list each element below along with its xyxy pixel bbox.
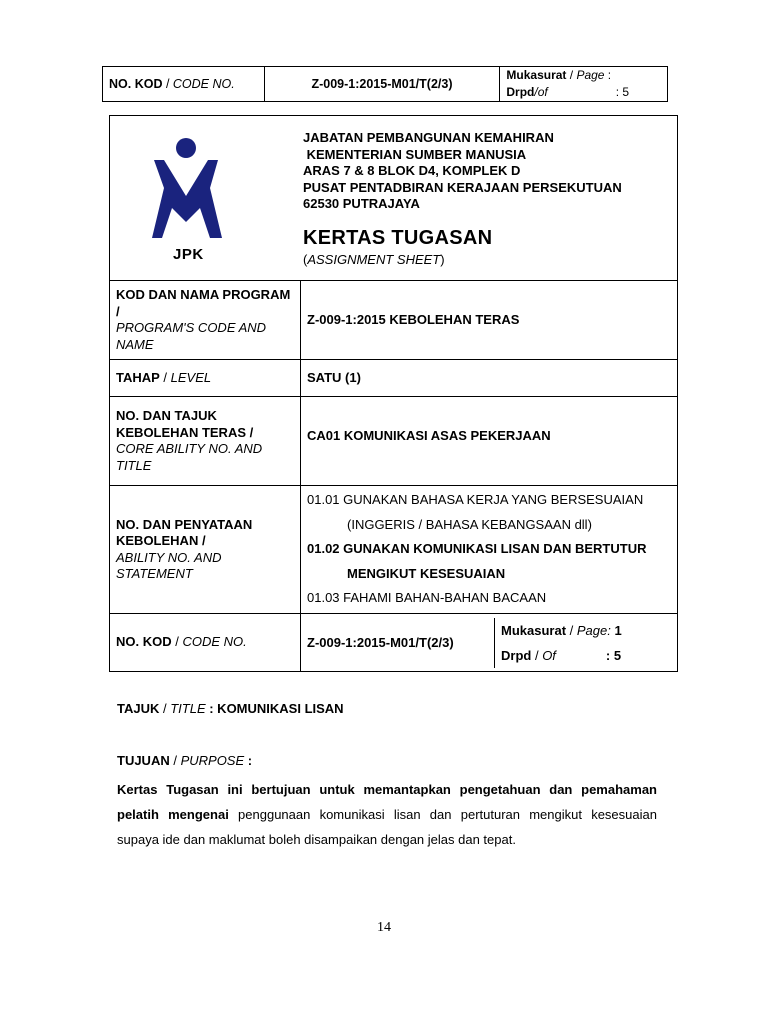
page-number: 14	[377, 920, 391, 935]
letterhead	[110, 116, 678, 281]
assignment-info-table	[109, 115, 678, 672]
purpose-heading: TUJUAN / PURPOSE :	[117, 753, 253, 768]
header-code-value: Z-009-1:2015-M01/T(2/3)	[264, 67, 500, 102]
level-label: TAHAP / LEVEL	[110, 360, 301, 397]
program-label: KOD DAN NAMA PROGRAM / PROGRAM'S CODE AND NAME	[110, 281, 301, 360]
core-ability-label: NO. DAN TAJUK KEBOLEHAN TERAS / CORE ABILITY NO. AND TITLE	[110, 397, 301, 486]
ability-label: NO. DAN PENYATAAN KEBOLEHAN / ABILITY NO. AND STATEMENT	[110, 486, 301, 614]
header-code-label: NO. KOD / CODE NO.	[103, 67, 265, 102]
header-table	[102, 66, 668, 102]
organization-address: JABATAN PEMBANGUNAN KEMAHIRAN KEMENTERIAN SUMBER MANUSIA ARAS 7 & 8 BLOK D4, KOMPLEK D PUSAT PENTADBIRAN KERAJAAN PERSEKUTUAN 62530 PUTRAJAYA	[303, 130, 622, 211]
ability-statement-2: 01.02 GUNAKAN KOMUNIKASI LISAN DAN BERTUTUR	[307, 541, 647, 557]
ability-statement-3: 01.03 FAHAMI BAHAN-BAHAN BACAAN	[307, 590, 547, 606]
jpk-logo-icon	[152, 138, 232, 258]
program-value: Z-009-1:2015 KEBOLEHAN TERAS	[301, 281, 678, 360]
header-page-info: Mukasurat / Page : Drpd/of : 5	[500, 67, 668, 102]
ability-statements: 01.01 GUNAKAN BAHASA KERJA YANG BERSESUAIAN (INGGERIS / BAHASA KEBANGSAAN dll) 01.02 GUNAKAN KOMUNIKASI LISAN DAN BERTUTUR MENGIKUT KESESUAIAN 01.03 FAHAMI BAHAN-BAHAN BACAAN	[301, 486, 678, 614]
logo-text: JPK	[173, 246, 204, 263]
footer-code-value: Z-009-1:2015-M01/T(2/3)	[307, 635, 454, 650]
ability-statement-1: 01.01 GUNAKAN BAHASA KERJA YANG BERSESUAIAN	[307, 492, 644, 508]
footer-code-label: NO. KOD / CODE NO.	[110, 614, 301, 672]
level-value: SATU (1)	[301, 360, 678, 397]
assignment-title: TAJUK / TITLE : KOMUNIKASI LISAN	[117, 701, 344, 716]
footer-page-info: Mukasurat / Page: 1 Drpd / Of : 5	[495, 618, 678, 668]
core-ability-value: CA01 KOMUNIKASI ASAS PEKERJAAN	[301, 397, 678, 486]
document-title: KERTAS TUGASAN	[303, 226, 493, 249]
document-subtitle: (ASSIGNMENT SHEET)	[303, 251, 445, 267]
purpose-text: Kertas Tugasan ini bertujuan untuk memantapkan pengetahuan dan pemahaman pelatih mengenai penggunaan komunikasi lisan dan pertuturan mengikut kesesuaian supaya ide dan maklumat boleh disampaikan dengan jelas dan tepat.	[117, 782, 657, 847]
